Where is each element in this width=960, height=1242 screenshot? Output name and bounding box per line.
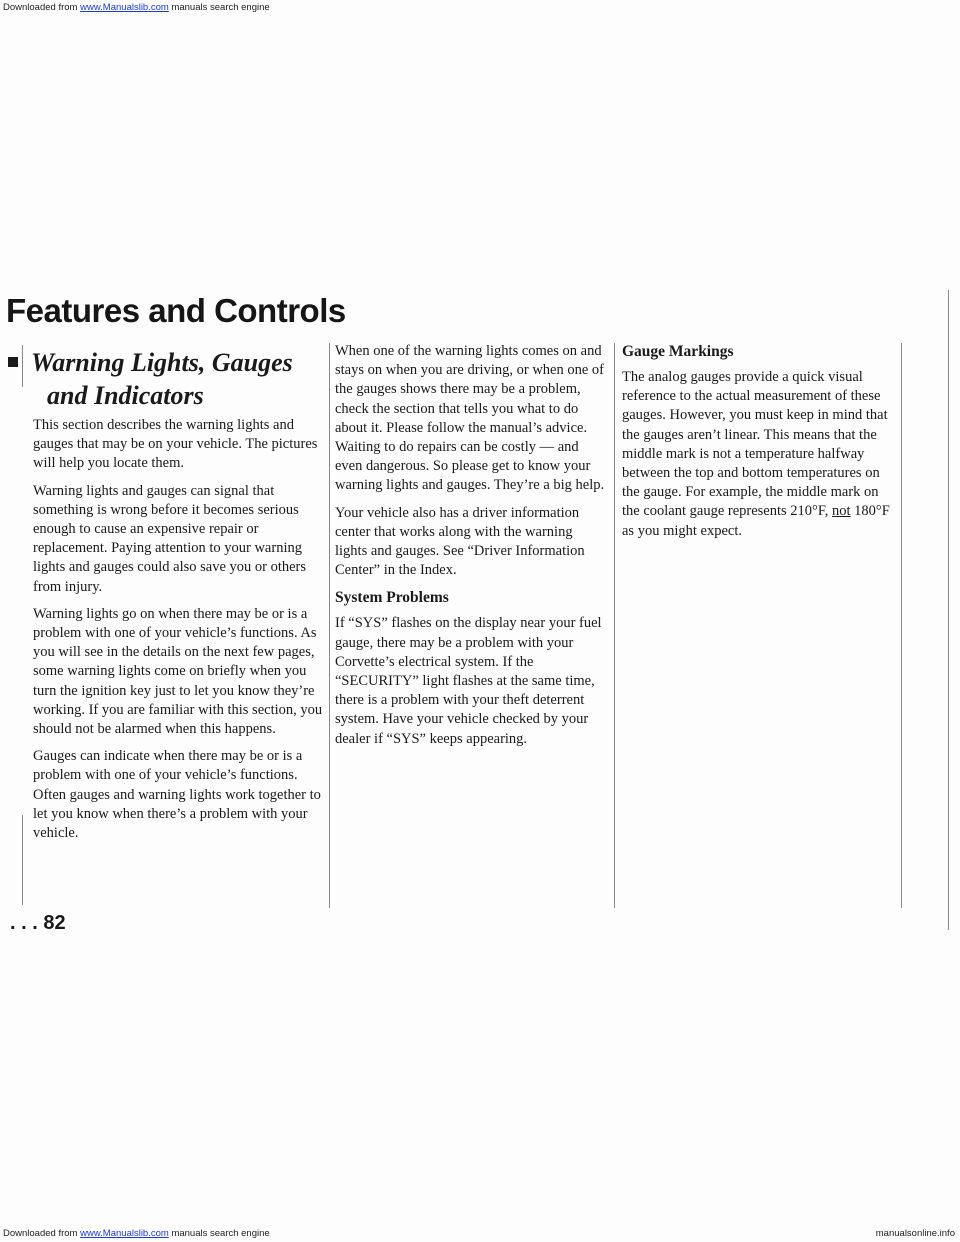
footer-right-link[interactable]: manualsonline.info <box>875 1228 955 1239</box>
column-rule-1 <box>329 343 330 908</box>
paragraph: When one of the warning lights comes on and stays on when you are driving, or when one of the gauges shows there may be a problem, check the section that tells you what to do about it. Please follow the manual’s advice. Waiting to do repairs can be costly — and even dangerous. So please get to know your warning lights and gauges. They’re a big help. <box>335 343 605 494</box>
square-bullet-icon <box>8 357 18 367</box>
column-rule-2 <box>614 343 615 908</box>
page-number: . . . 82 <box>10 912 66 934</box>
paragraph: Warning lights go on when there may be or is a problem with one of your vehicle’s functions. As you will see in the details on the next few pages, some warning lights come on briefly when you turn the ignition key just to let you know they’re working. If you are familiar with this section, you should not be alarmed when this happens. <box>33 605 323 738</box>
text-before: The analog gauges provide a quick visual reference to the actual measurement of these gauges. However, you must keep in mind that the gauges aren’t linear. This means that the middle mark is not a temperature halfway between the top and bottom temperatures on the gauge. For example, the middle mark on the coolant gauge represents 210°F, <box>622 369 888 520</box>
heading-line-2: and Indicators <box>47 381 204 410</box>
text-after: 180°F as you might expect. <box>622 503 890 539</box>
header-prefix: Downloaded from <box>3 2 81 13</box>
page-edge-rule <box>948 290 949 930</box>
column-2 <box>335 342 607 757</box>
column-1 <box>33 346 325 851</box>
footer-suffix: manuals search engine <box>168 1228 270 1239</box>
column-rule-left-top <box>22 345 23 387</box>
column-rule-left-bottom <box>22 815 23 905</box>
heading-line-1: Warning Lights, Gauges <box>31 348 293 377</box>
column-3 <box>622 342 894 549</box>
footer-left <box>3 1228 270 1239</box>
footer-manualslib-link[interactable]: www.Manualslib.com <box>80 1228 169 1239</box>
system-problems-heading: System Problems <box>335 589 449 607</box>
paragraph: Your vehicle also has a driver information center that works along with the warning lights and gauges. See “Driver Information Center” in the Index. <box>335 504 585 579</box>
gauge-markings-heading: Gauge Markings <box>622 343 734 360</box>
underlined-word: not <box>832 503 851 520</box>
paragraph: Warning lights and gauges can signal that something is wrong before it becomes serious enough to cause an expensive repair or replacement. Paying attention to your warning lights and gauges could also save you or others from injury. <box>33 482 307 595</box>
paragraph: If “SYS” flashes on the display near your fuel gauge, there may be a problem with your Corvette’s electrical system. If the “SECURITY” light flashes at the same time, there is a problem with your theft deterrent system. Have your vehicle checked by your dealer if “SYS” keeps appearing. <box>335 615 602 747</box>
footer-prefix: Downloaded from <box>3 1228 81 1239</box>
paragraph <box>622 368 894 541</box>
paragraph: This section describes the warning lights and gauges that may be on your vehicle. The pictures will help you locate them. <box>33 417 318 472</box>
download-header <box>0 0 960 13</box>
section-title: Features and Controls <box>6 292 346 329</box>
column-rule-3 <box>901 343 902 908</box>
header-suffix: manuals search engine <box>168 2 270 13</box>
paragraph: Gauges can indicate when there may be or is a problem with one of your vehicle’s functions. Often gauges and warning lights work together to let you know when there’s a problem with your vehicle. <box>33 748 321 842</box>
warning-lights-heading <box>31 346 325 412</box>
manualslib-link[interactable]: www.Manualslib.com <box>80 2 169 13</box>
